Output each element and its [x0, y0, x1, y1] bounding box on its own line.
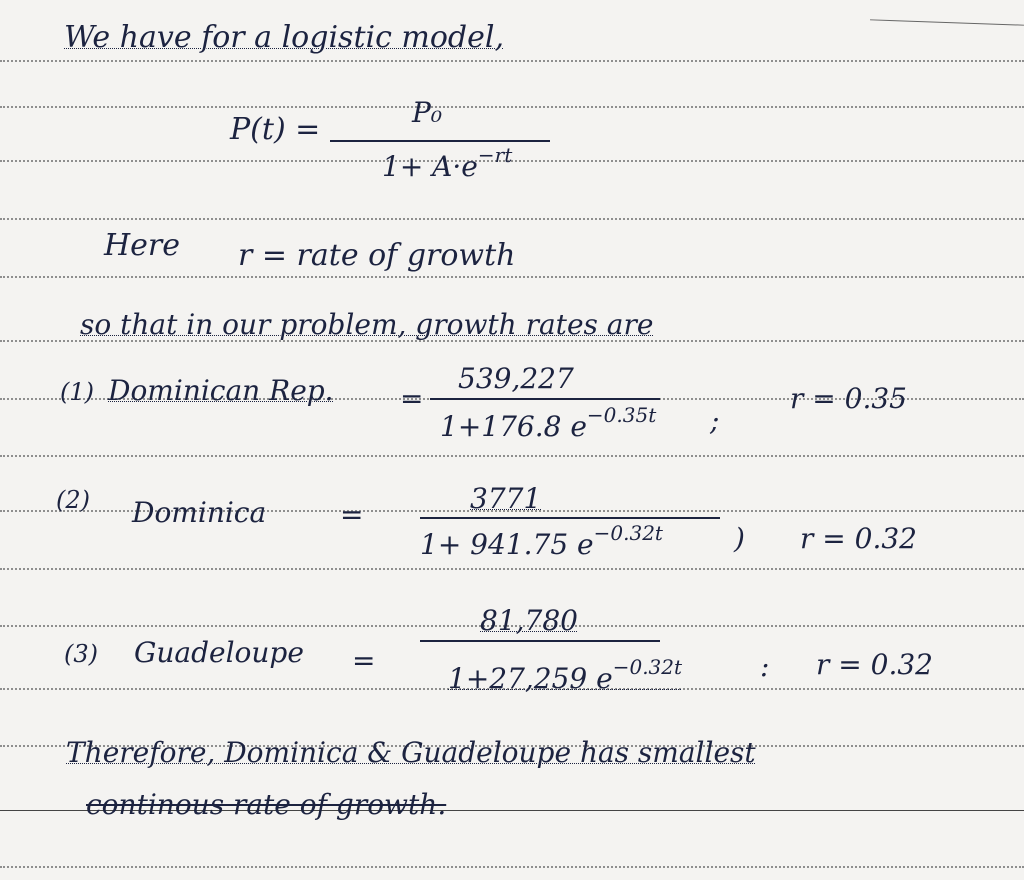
item-denominator-base: 1+ 941.75 e — [420, 528, 594, 561]
item-denominator-exponent: −0.35t — [586, 403, 657, 427]
model-numerator: P₀ — [412, 96, 443, 129]
ruled-line — [0, 276, 1024, 278]
item-fraction-bar — [420, 517, 720, 519]
item-rate: r = 0.32 — [800, 522, 917, 555]
model-denominator — [382, 143, 513, 183]
item-denominator-base: 1+176.8 e — [440, 410, 587, 443]
item-denominator-exponent: −0.32t — [593, 521, 663, 545]
conclusion-line-1: Therefore, Dominica & Guadeloupe has smallest — [66, 736, 756, 769]
item-denominator — [420, 521, 663, 561]
item-separator: : — [760, 650, 770, 683]
item-fraction-bar — [420, 640, 660, 642]
ruled-line — [0, 218, 1024, 220]
item-rate: r = 0.35 — [790, 382, 907, 415]
ruled-line — [0, 866, 1024, 868]
item-equals: = — [352, 644, 376, 677]
item-numerator: 81,780 — [480, 604, 578, 637]
item-marker: (3) — [64, 640, 98, 668]
item-denominator-base: 1+27,259 e — [448, 662, 613, 695]
item-numerator: 3771 — [470, 482, 542, 515]
item-fraction-bar — [430, 398, 660, 400]
item-equals: = — [340, 498, 364, 531]
model-lhs: P(t) = — [230, 112, 321, 147]
item-marker: (1) — [60, 378, 94, 406]
here-label: Here — [104, 228, 181, 263]
ruled-line — [0, 568, 1024, 570]
model-denominator-base: 1+ A·e — [382, 150, 478, 183]
intro-text: We have for a logistic model, — [64, 20, 505, 55]
item-name: Dominican Rep. — [108, 374, 334, 407]
item-equals: = — [400, 382, 424, 415]
item-denominator — [440, 403, 657, 443]
conclusion-line-2: continous rate of growth. — [86, 788, 447, 821]
item-separator: ) — [734, 522, 745, 555]
item-numerator: 539,227 — [458, 362, 574, 395]
ruled-line — [0, 106, 1024, 108]
model-fraction-bar — [330, 140, 550, 142]
item-marker: (2) — [56, 486, 90, 514]
item-separator: ; — [710, 404, 720, 437]
ruled-line — [0, 60, 1024, 62]
item-denominator — [448, 655, 683, 695]
model-denominator-exponent: −rt — [477, 143, 513, 167]
item-name: Guadeloupe — [134, 636, 304, 669]
here-definition: r = rate of growth — [238, 238, 516, 273]
item-name: Dominica — [132, 496, 267, 529]
so-that-text: so that in our problem, growth rates are — [80, 308, 654, 341]
item-rate: r = 0.32 — [816, 648, 933, 681]
item-denominator-exponent: −0.32t — [612, 655, 683, 679]
page-edge-line — [870, 19, 1024, 25]
ruled-line — [0, 455, 1024, 457]
